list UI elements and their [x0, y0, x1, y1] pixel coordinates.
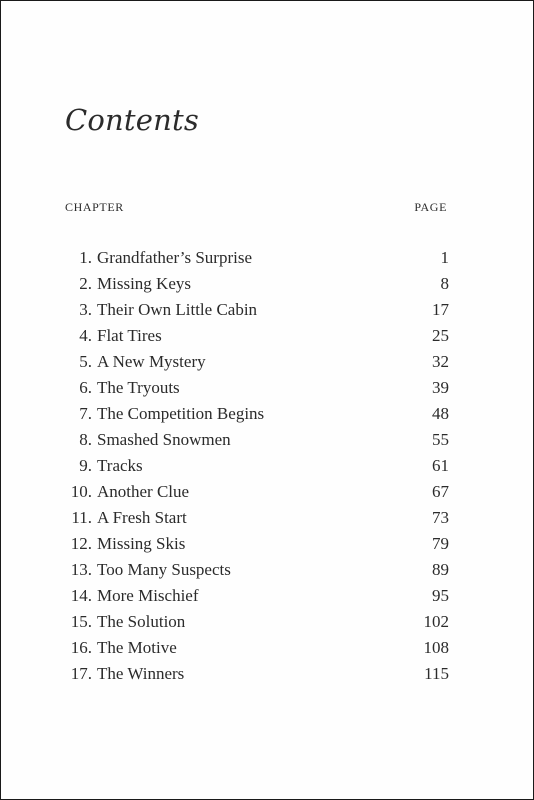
chapter-number: 14. [70, 586, 92, 605]
contents-heading: Contents [65, 103, 199, 137]
chapter-page-number: 48 [432, 404, 449, 423]
toc-entry [61, 271, 449, 297]
chapter-page-number: 8 [440, 274, 449, 293]
chapter-page-number: 55 [432, 430, 449, 449]
chapter-number: 9. [79, 456, 92, 475]
chapter-page-number: 89 [432, 560, 449, 579]
chapter-title: Grandfather’s Surprise [97, 248, 253, 267]
chapter-title: Their Own Little Cabin [97, 300, 258, 319]
table-of-contents [61, 245, 449, 687]
toc-entry [61, 609, 449, 635]
toc-entry [61, 531, 449, 557]
chapter-number: 13. [70, 560, 92, 579]
chapter-page-number: 115 [424, 664, 449, 683]
toc-entry [61, 557, 449, 583]
chapter-title: The Motive [97, 638, 177, 657]
chapter-number: 5. [79, 352, 92, 371]
toc-entry [61, 375, 449, 401]
chapter-page-number: 17 [432, 300, 449, 319]
chapter-number: 7. [79, 404, 92, 423]
chapter-number: 10. [70, 482, 92, 501]
chapter-page-number: 32 [432, 352, 449, 371]
chapter-number: 15. [70, 612, 92, 631]
chapter-title: Missing Keys [97, 274, 191, 293]
chapter-page-number: 102 [423, 612, 449, 631]
chapter-title: Missing Skis [97, 534, 186, 553]
toc-entry [61, 479, 449, 505]
chapter-title: Smashed Snowmen [97, 430, 231, 449]
toc-entry [61, 635, 449, 661]
chapter-title: The Competition Begins [97, 404, 265, 423]
chapter-page-number: 25 [432, 326, 449, 345]
chapter-title: A New Mystery [97, 352, 206, 371]
toc-entry [61, 583, 449, 609]
chapter-column-header: CHAPTER [65, 200, 124, 214]
chapter-title: Flat Tires [97, 326, 162, 345]
chapter-page-number: 39 [432, 378, 449, 397]
chapter-page-number: 67 [432, 482, 449, 501]
chapter-number: 8. [79, 430, 92, 449]
page-column-header: PAGE [414, 200, 447, 214]
chapter-number: 4. [79, 326, 92, 345]
chapter-title: The Winners [97, 664, 185, 683]
chapter-page-number: 108 [423, 638, 449, 657]
chapter-title: More Mischief [97, 586, 199, 605]
toc-entry [61, 427, 449, 453]
chapter-number: 12. [70, 534, 92, 553]
chapter-page-number: 1 [440, 248, 449, 267]
chapter-page-number: 73 [432, 508, 449, 527]
chapter-number: 2. [79, 274, 92, 293]
chapter-title: Another Clue [97, 482, 190, 501]
chapter-number: 17. [70, 664, 92, 683]
toc-entry [61, 349, 449, 375]
chapter-number: 16. [70, 638, 92, 657]
chapter-number: 6. [79, 378, 92, 397]
chapter-title: The Tryouts [97, 378, 180, 397]
chapter-number: 11. [71, 508, 92, 527]
toc-entry [61, 453, 449, 479]
chapter-page-number: 61 [432, 456, 449, 475]
chapter-title: Too Many Suspects [97, 560, 231, 579]
chapter-title: The Solution [97, 612, 186, 631]
chapter-number: 1. [79, 248, 92, 267]
chapter-title: A Fresh Start [97, 508, 187, 527]
toc-entry [61, 661, 449, 687]
chapter-page-number: 79 [432, 534, 449, 553]
toc-entry [61, 323, 449, 349]
toc-entry [61, 245, 449, 271]
toc-entry [61, 297, 449, 323]
chapter-title: Tracks [97, 456, 143, 475]
chapter-number: 3. [79, 300, 92, 319]
toc-entry [61, 505, 449, 531]
chapter-page-number: 95 [432, 586, 449, 605]
toc-entry [61, 401, 449, 427]
